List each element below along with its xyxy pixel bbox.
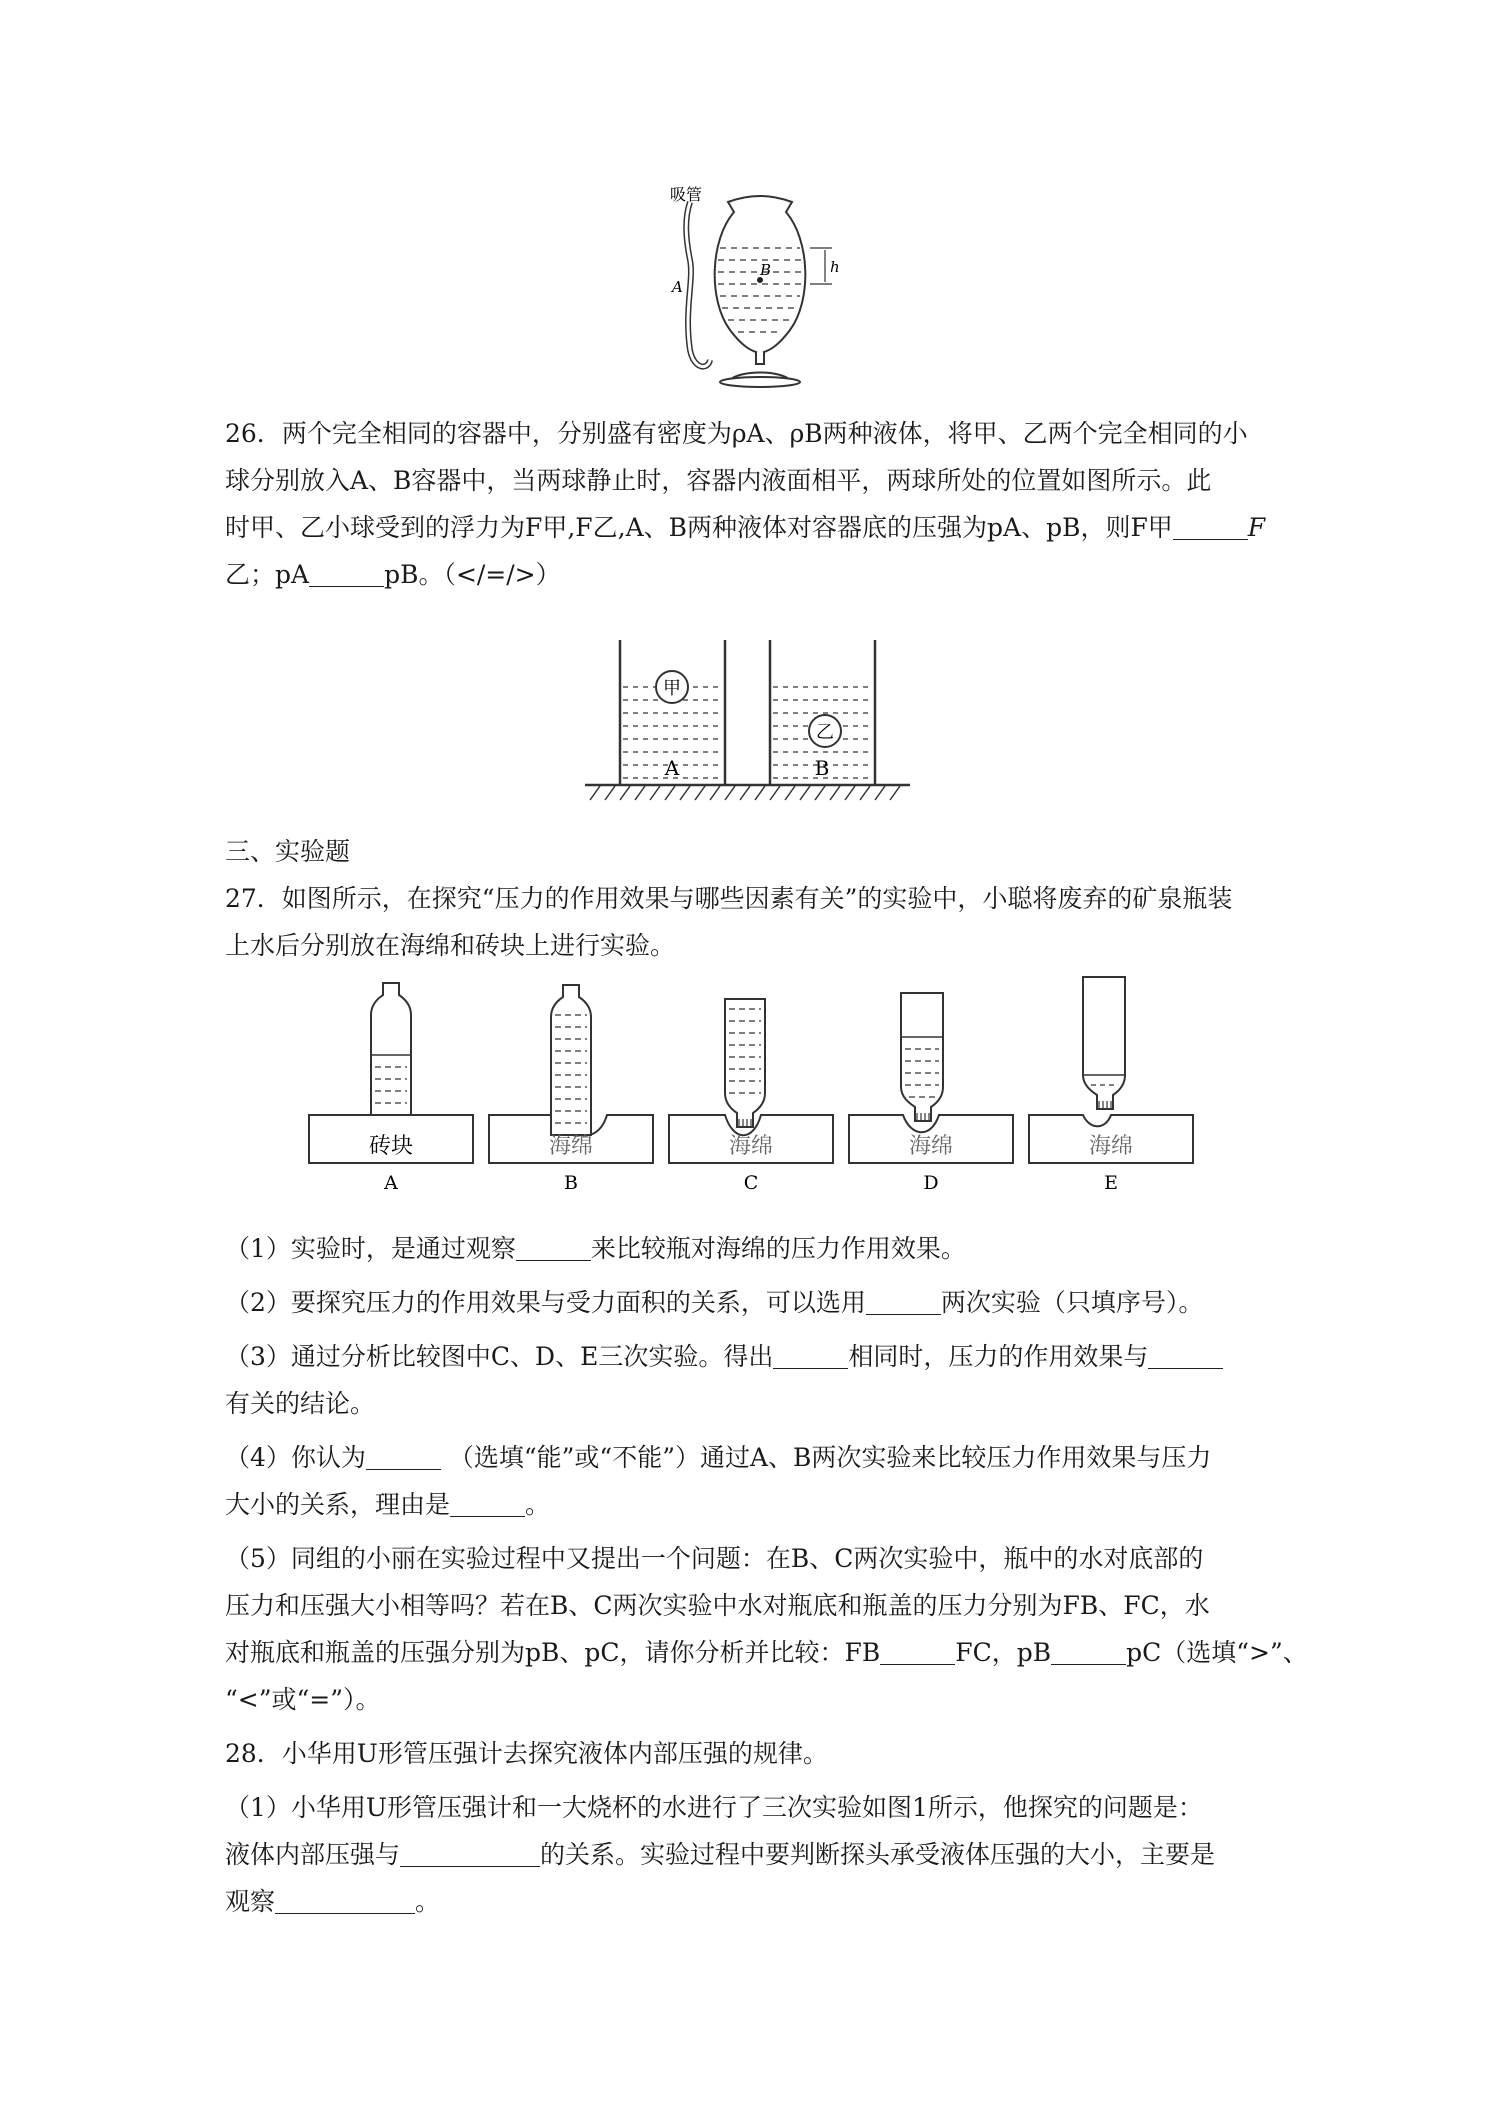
q26-text-4a: 乙；pA [225, 560, 310, 589]
q26-blank-1[interactable] [1173, 514, 1248, 540]
q27-part1 [225, 1225, 1275, 1272]
q26-number: 26． [225, 419, 282, 448]
q27-p5-blank-2[interactable] [1051, 1639, 1126, 1665]
block-label-e: 海绵 [1088, 1134, 1134, 1159]
q27-p3-blank-1[interactable] [773, 1343, 848, 1369]
q26-text-3a: 时甲、乙小球受到的浮力为F甲,F乙,A、B两种液体对容器底的压强为pA、pB，则F甲 [225, 513, 1173, 542]
q28-text-3a: 液体内部压强与 [225, 1840, 401, 1869]
q27-part4-cont [225, 1481, 1275, 1528]
q27-p2-blank[interactable] [866, 1289, 941, 1315]
q28-line4 [225, 1878, 1275, 1925]
section-heading: 三、实验题 [225, 837, 351, 866]
q27-part3 [225, 1333, 1275, 1380]
q27-part3-cont: 有关的结论。 [225, 1389, 376, 1418]
block-label-c: 海绵 [728, 1134, 774, 1159]
container-b-label: B [814, 756, 830, 780]
q27-p4-text-d: 。 [525, 1490, 551, 1519]
q27-part5-line4: “<”或“=”）。 [225, 1685, 381, 1714]
block-label-a: 砖块 [368, 1134, 414, 1159]
point-b-label: B [760, 261, 772, 279]
q26-blank-2[interactable] [309, 561, 384, 587]
q27-p1-blank[interactable] [516, 1235, 591, 1261]
q26-line4 [225, 551, 1275, 598]
q27-p5-text-3: pC（选填“>”、 [1126, 1638, 1308, 1667]
q26-text-1: 两个完全相同的容器中，分别盛有密度为ρA、ρB两种液体，将甲、乙两个完全相同的小 [281, 419, 1248, 448]
q27-p3-text-a: （3）通过分析比较图中C、D、E三次实验。得出 [225, 1342, 774, 1371]
q26-text-4b: pB。（</=/>） [384, 560, 561, 589]
setup-letter-a: A [384, 1172, 398, 1194]
q28-blank-2[interactable] [275, 1888, 415, 1914]
q28-line3 [225, 1831, 1275, 1878]
vase-straw-figure [660, 180, 850, 395]
setup-letter-d: D [923, 1172, 939, 1194]
q27-part2 [225, 1279, 1275, 1326]
q28-text-4a: 观察 [225, 1887, 276, 1916]
q28-text-4b: 。 [415, 1887, 441, 1916]
q27-part5-line1: （5）同组的小丽在实验过程中又提出一个问题：在B、C两次实验中，瓶中的水对底部的 [225, 1544, 1204, 1573]
q27-p3-text-b: 相同时，压力的作用效果与 [848, 1342, 1149, 1371]
q27-p2-text-a: （2）要探究压力的作用效果与受力面积的关系，可以选用 [225, 1288, 866, 1317]
bottles-figure [305, 975, 1205, 1200]
containers-figure [585, 635, 915, 820]
q27-part5-line3 [225, 1629, 1308, 1676]
q26-line3 [225, 504, 1275, 551]
q27-p4-blank-1[interactable] [366, 1444, 441, 1470]
q26-line1 [225, 410, 1275, 457]
height-label: h [830, 258, 840, 276]
q27-p4-text-c: 大小的关系，理由是 [225, 1490, 451, 1519]
q27-p1-text-a: （1）实验时，是通过观察 [225, 1234, 516, 1263]
q27-p4-text-b: （选填“能”或“不能”）通过A、B两次实验来比较压力作用效果与压力 [448, 1443, 1212, 1472]
q28-line1: 28．小华用U形管压强计去探究液体内部压强的规律。 [225, 1739, 828, 1768]
q27-line2: 上水后分别放在海绵和砖块上进行实验。 [225, 931, 676, 960]
setup-letter-c: C [743, 1172, 759, 1194]
q27-p2-text-b: 两次实验（只填序号）。 [940, 1288, 1204, 1317]
q27-line1: 27．如图所示，在探究“压力的作用效果与哪些因素有关”的实验中，小聪将废弃的矿泉瓶装 [225, 884, 1233, 913]
q27-p1-text-b: 来比较瓶对海绵的压力作用效果。 [590, 1234, 966, 1263]
block-label-b: 海绵 [548, 1134, 594, 1159]
setup-letter-b: B [564, 1172, 578, 1194]
q28-text-3b: 的关系。实验过程中要判断探头承受液体压强的大小，主要是 [540, 1840, 1216, 1869]
q26-text-3b: F [1247, 513, 1266, 542]
q27-part4 [225, 1434, 1275, 1481]
ball-jia-label: 甲 [663, 678, 681, 699]
ball-yi-label: 乙 [816, 722, 834, 743]
container-a-label: A [664, 756, 680, 780]
straw-label: 吸管 [670, 185, 703, 204]
q27-p5-text-2: FC，pB [955, 1638, 1052, 1667]
q27-p3-blank-2[interactable] [1148, 1343, 1223, 1369]
q27-p5-blank-1[interactable] [880, 1639, 955, 1665]
q27-part5-line2: 压力和压强大小相等吗？若在B、C两次实验中水对瓶底和瓶盖的压力分别为FB、FC，水 [225, 1591, 1210, 1620]
block-label-d: 海绵 [908, 1134, 954, 1159]
q28-blank-1[interactable] [400, 1841, 540, 1867]
q28-line2: （1）小华用U形管压强计和一大烧杯的水进行了三次实验如图1所示，他探究的问题是： [225, 1793, 1203, 1822]
q26-line2: 球分别放入A、B容器中，当两球静止时，容器内液面相平，两球所处的位置如图所示。此 [225, 466, 1212, 495]
q27-p5-text-1: 对瓶底和瓶盖的压强分别为pB、pC，请你分析并比较：FB [225, 1638, 881, 1667]
q27-p4-text-a: （4）你认为 [225, 1443, 366, 1472]
q27-p4-blank-2[interactable] [450, 1491, 525, 1517]
point-a-label: A [672, 278, 683, 296]
setup-letter-e: E [1104, 1172, 1118, 1194]
